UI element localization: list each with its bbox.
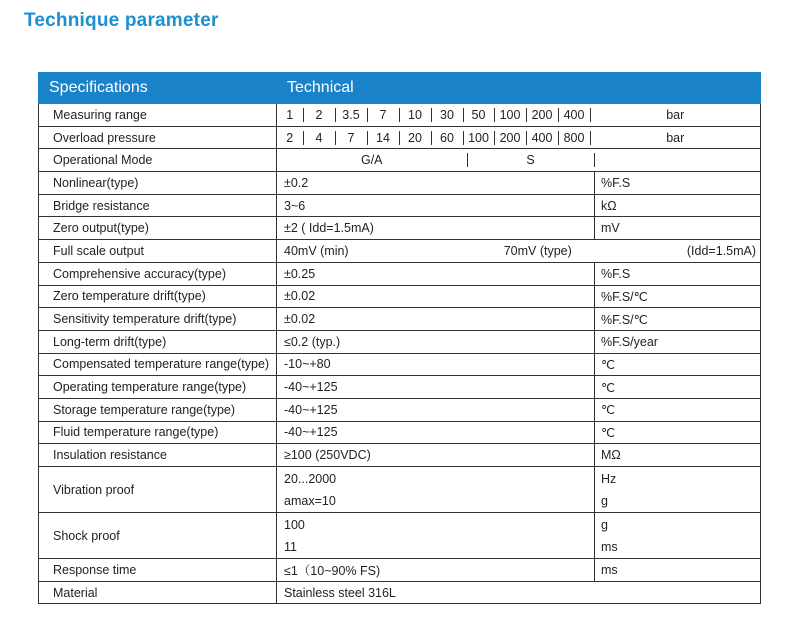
vibration-unit-1: Hz	[601, 471, 617, 486]
overload-cell: 7	[335, 131, 367, 145]
spec-table	[38, 72, 761, 604]
vibration-value-2: amax=10	[284, 493, 336, 508]
table-row	[39, 240, 761, 263]
overload-cell: 800	[558, 131, 590, 145]
mode-blank	[594, 153, 760, 167]
row-unit: ℃	[595, 353, 761, 376]
header-technical: Technical	[277, 73, 761, 104]
table-row	[39, 376, 761, 399]
overload-cell: 400	[526, 131, 558, 145]
range-cell: 50	[463, 108, 494, 122]
mode-s: S	[467, 153, 594, 167]
range-cell: 400	[558, 108, 590, 122]
row-unit: ms	[595, 559, 761, 582]
row-label: Full scale output	[39, 240, 277, 263]
row-value: ±0.2	[277, 172, 595, 195]
row-value: ±0.02	[277, 285, 595, 308]
shock-unit-2: ms	[601, 539, 618, 554]
table-row	[39, 194, 761, 217]
table-row	[39, 467, 761, 513]
table-row	[39, 285, 761, 308]
overload-unit: bar	[666, 130, 685, 145]
page-title: Technique parameter	[24, 10, 219, 31]
mode-grid	[277, 153, 760, 167]
row-value: ±0.25	[277, 262, 595, 285]
row-unit: %F.S	[595, 172, 761, 195]
row-unit	[595, 513, 761, 559]
row-unit: %F.S/℃	[595, 308, 761, 331]
row-label: Zero output(type)	[39, 217, 277, 240]
row-unit: ℃	[595, 421, 761, 444]
range-cell: 200	[526, 108, 558, 122]
row-label: Fluid temperature range(type)	[39, 421, 277, 444]
row-label: Measuring range	[39, 104, 277, 127]
row-value: ≤0.2 (typ.)	[277, 330, 595, 353]
row-value: 3~6	[277, 194, 595, 217]
measuring-range-grid	[277, 108, 760, 122]
row-unit: %F.S/℃	[595, 285, 761, 308]
table-row	[39, 513, 761, 559]
range-cell: 1	[277, 108, 303, 122]
vibration-value-1: 20...2000	[284, 471, 337, 486]
mode-values	[277, 149, 761, 172]
row-label: Insulation resistance	[39, 444, 277, 467]
overload-cell: 100	[463, 131, 494, 145]
table-row	[39, 444, 761, 467]
header-specifications: Specifications	[39, 73, 277, 104]
table-row	[39, 172, 761, 195]
row-unit: kΩ	[595, 194, 761, 217]
row-label: Shock proof	[39, 513, 277, 559]
vibration-unit-2: g	[601, 493, 608, 508]
table-row	[39, 421, 761, 444]
row-label: Zero temperature drift(type)	[39, 285, 277, 308]
fso-cond: (Idd=1.5mA)	[686, 243, 757, 258]
row-value: ±2 ( Idd=1.5mA)	[277, 217, 595, 240]
row-unit: ℃	[595, 376, 761, 399]
row-value	[277, 467, 595, 513]
range-cell: 30	[431, 108, 463, 122]
row-value: ≥100 (250VDC)	[277, 444, 595, 467]
full-scale-values	[277, 240, 761, 263]
table-row	[39, 559, 761, 582]
fso-min: 40mV (min)	[284, 243, 349, 258]
table-row	[39, 308, 761, 331]
row-value: -40~+125	[277, 421, 595, 444]
table-header	[39, 73, 761, 104]
overload-cell: 200	[494, 131, 526, 145]
row-unit: %F.S/year	[595, 330, 761, 353]
row-label: Comprehensive accuracy(type)	[39, 262, 277, 285]
shock-unit-1: g	[601, 517, 608, 532]
table-row	[39, 581, 761, 604]
row-unit: %F.S	[595, 262, 761, 285]
overload-cell: 4	[303, 131, 335, 145]
range-cell: 7	[367, 108, 399, 122]
fso-type: 70mV (type)	[503, 243, 572, 258]
row-value: ±0.02	[277, 308, 595, 331]
row-value: Stainless steel 316L	[277, 581, 761, 604]
range-cell: 2	[303, 108, 335, 122]
range-cell: 100	[494, 108, 526, 122]
row-value: ≤1（10~90% FS)	[277, 559, 595, 582]
table-row	[39, 330, 761, 353]
row-label: Storage temperature range(type)	[39, 398, 277, 421]
table-row	[39, 262, 761, 285]
shock-value-1: 100	[284, 517, 305, 532]
full-scale-line	[277, 244, 760, 258]
row-label: Overload pressure	[39, 126, 277, 149]
row-label: Response time	[39, 559, 277, 582]
row-value: -10~+80	[277, 353, 595, 376]
overload-cell: 20	[399, 131, 431, 145]
overload-grid	[277, 131, 760, 145]
row-label: Operating temperature range(type)	[39, 376, 277, 399]
row-label: Bridge resistance	[39, 194, 277, 217]
row-label: Long-term drift(type)	[39, 330, 277, 353]
table-row	[39, 149, 761, 172]
row-label: Nonlinear(type)	[39, 172, 277, 195]
row-label: Sensitivity temperature drift(type)	[39, 308, 277, 331]
table-row	[39, 104, 761, 127]
overload-cell: 60	[431, 131, 463, 145]
table-row	[39, 126, 761, 149]
row-label: Compensated temperature range(type)	[39, 353, 277, 376]
row-label: Vibration proof	[39, 467, 277, 513]
row-unit: mV	[595, 217, 761, 240]
table-row	[39, 353, 761, 376]
row-label: Operational Mode	[39, 149, 277, 172]
row-value: -40~+125	[277, 398, 595, 421]
row-unit: ℃	[595, 398, 761, 421]
range-cell: 3.5	[335, 108, 367, 122]
row-unit: MΩ	[595, 444, 761, 467]
overload-cell: 14	[367, 131, 399, 145]
measuring-range-values	[277, 104, 761, 127]
mode-ga: G/A	[277, 153, 467, 167]
overload-cell: 2	[277, 131, 303, 145]
table-row	[39, 398, 761, 421]
range-unit: bar	[666, 107, 685, 122]
shock-value-2: 11	[284, 539, 297, 554]
row-value: -40~+125	[277, 376, 595, 399]
row-label: Material	[39, 581, 277, 604]
row-value	[277, 513, 595, 559]
range-cell: 10	[399, 108, 431, 122]
overload-values	[277, 126, 761, 149]
row-unit	[595, 467, 761, 513]
table-row	[39, 217, 761, 240]
